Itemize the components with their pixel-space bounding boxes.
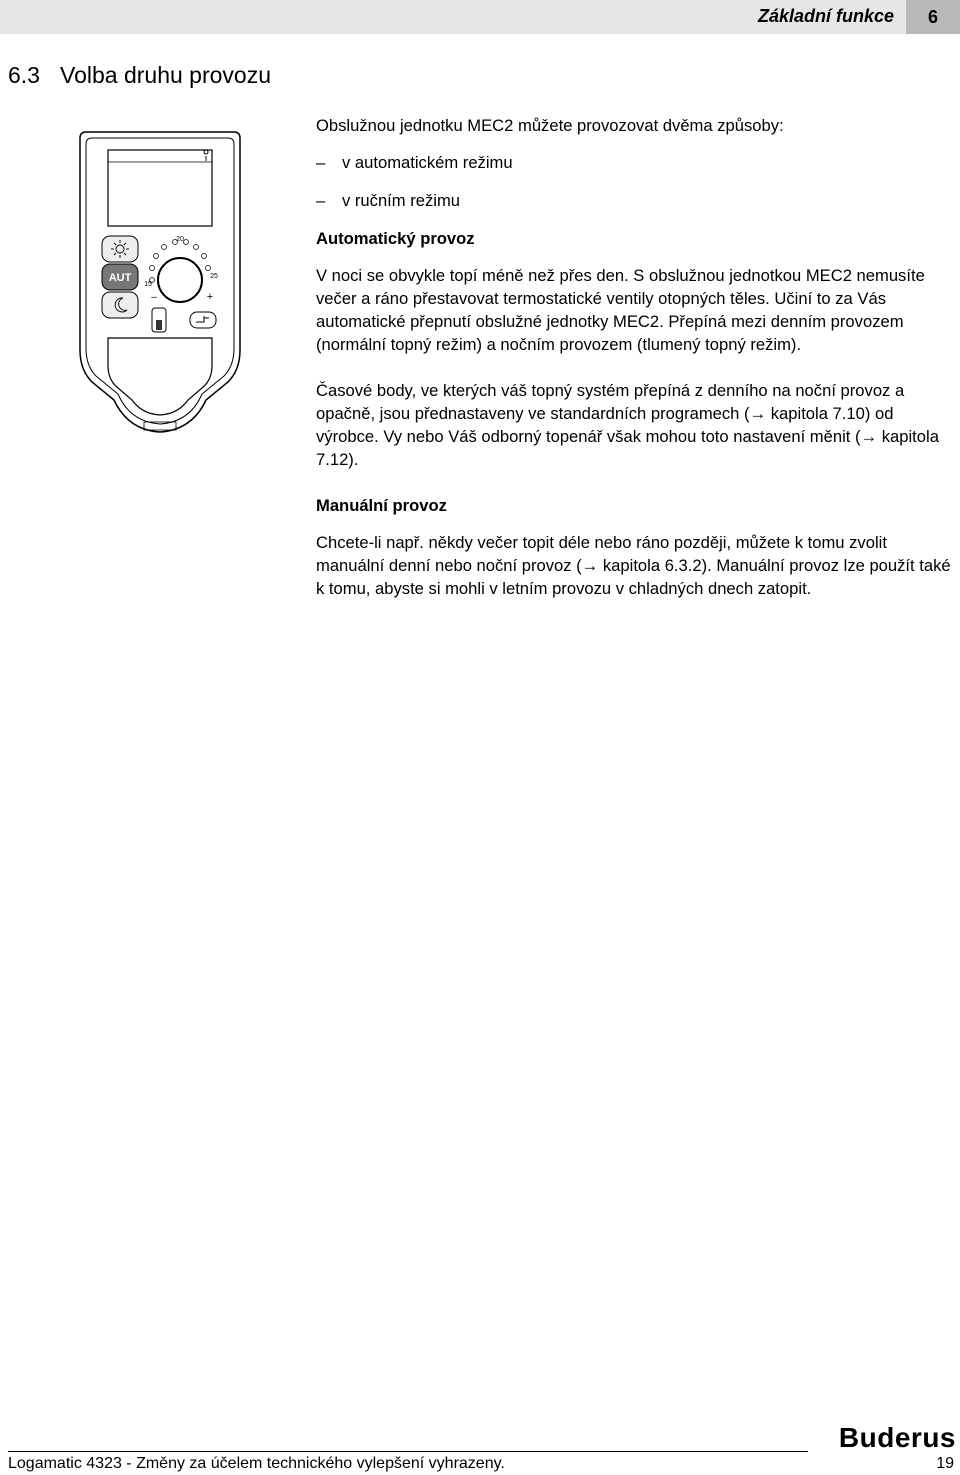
buderus-logo: Buderus xyxy=(838,1422,956,1453)
list-item xyxy=(316,151,956,174)
dial-label-low: 15 xyxy=(144,281,152,288)
intro-text: Obslužnou jednotku MEC2 můžete provozovat dvěma způsoby: xyxy=(316,116,784,135)
header-bar xyxy=(0,0,960,34)
main-content xyxy=(316,114,956,623)
list-item-text: v ručním režimu xyxy=(342,191,461,210)
display-screen xyxy=(108,150,212,226)
header-title: Základní funkce xyxy=(757,6,894,26)
dial-minus: – xyxy=(151,292,157,303)
night-mode-button xyxy=(102,292,138,318)
chapter-number: 6 xyxy=(906,0,960,34)
dash: – xyxy=(316,153,326,172)
dial-label-high: 25 xyxy=(210,273,218,280)
manual-heading: Manuální provoz xyxy=(316,496,447,515)
footer-text: Logamatic 4323 - Změny za účelem technického vylepšení vyhrazeny. xyxy=(8,1455,505,1472)
list-item-text: v automatickém režimu xyxy=(342,153,513,172)
section-title: Volba druhu provozu xyxy=(60,62,271,88)
dial-plus: + xyxy=(206,291,214,303)
page-number: 19 xyxy=(936,1455,954,1472)
manual-paragraph: Chcete-li např. někdy večer topit déle nebo ráno později, můžete k tomu zvolit manuální denní nebo noční provoz (→ kapitola 6.3.2). Manuální provoz lze použít také k tomu, abyste si mohli v letním provozu v chladných dnech zatopit. xyxy=(316,533,951,598)
footer-divider xyxy=(8,1451,808,1452)
day-mode-button xyxy=(102,236,138,262)
temperature-dial xyxy=(158,258,202,302)
automatic-paragraph-1: V noci se obvykle topí méně než přes den. S obslužnou jednotkou MEC2 nemusíte večer a ráno přestavovat termostatické ventily otopných těles. Učiní to za Vás automatické přepnutí obslužné jednotky MEC2. Přepíná mezi denním provozem (normální topný režim) a nočním provozem (tlumený topný režim). xyxy=(316,266,925,354)
list-item xyxy=(316,189,956,212)
automatic-paragraph-2: Časové body, ve kterých váš topný systém přepíná z denního na noční provoz a opačně, jsou přednastaveny ve standardních programech (→ kapitola 7.10) od výrobce. Vy nebo Váš odborný topenář však mohou toto nastavení měnit (→ kapitola 7.12). xyxy=(316,381,939,469)
mec2-device-illustration xyxy=(78,130,242,434)
automatic-heading: Automatický provoz xyxy=(316,229,475,248)
dash: – xyxy=(316,191,326,210)
section-number: 6.3 xyxy=(8,62,40,88)
dial-label-mid: 20 xyxy=(176,236,184,243)
aut-label: AUT xyxy=(108,272,132,284)
section-heading xyxy=(8,62,271,89)
hot-water-button xyxy=(190,312,216,328)
